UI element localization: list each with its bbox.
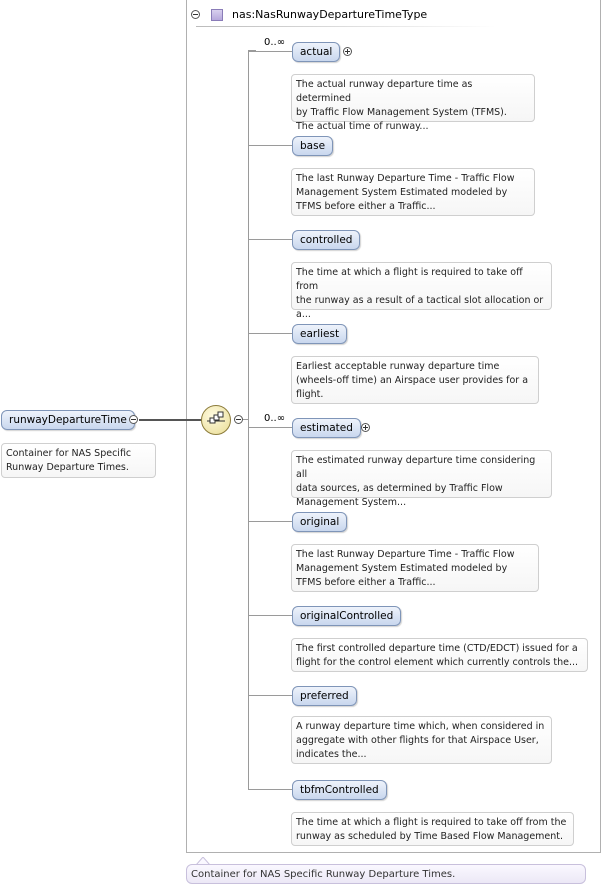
element-connector bbox=[248, 427, 292, 428]
root-note-line-2: Runway Departure Times. bbox=[6, 462, 129, 473]
documentation-line: The last Runway Departure Time - Traffic Flow bbox=[296, 173, 515, 184]
documentation-line: runway as scheduled by Time Based Flow Management. bbox=[296, 831, 564, 842]
element-label: earliest bbox=[300, 328, 340, 340]
documentation-line: The actual time of runway... bbox=[296, 121, 429, 132]
documentation-line: the runway as a result of a tactical slot allocation or bbox=[296, 295, 544, 306]
documentation-line: indicates the... bbox=[296, 749, 367, 760]
element-connector bbox=[248, 695, 292, 696]
documentation-original bbox=[291, 544, 539, 592]
element-tbfmControlled[interactable] bbox=[292, 780, 387, 800]
documentation-line: a... bbox=[296, 309, 311, 320]
documentation-line: data sources, as determined by Traffic Flow bbox=[296, 483, 503, 494]
element-actual[interactable] bbox=[292, 42, 340, 62]
element-label: preferred bbox=[300, 690, 349, 702]
documentation-controlled bbox=[291, 262, 552, 320]
documentation-line: The estimated runway departure time considering all bbox=[296, 455, 536, 480]
documentation-line: by Traffic Flow Management System (TFMS). bbox=[296, 107, 507, 118]
element-label: actual bbox=[300, 46, 333, 58]
documentation-base bbox=[291, 168, 535, 216]
header-divider bbox=[196, 26, 496, 27]
element-preferred[interactable] bbox=[292, 686, 357, 706]
sequence-compositor-icon[interactable] bbox=[201, 405, 231, 435]
documentation-line: The first controlled departure time (CTD/EDCT) issued for a bbox=[296, 643, 578, 654]
element-connector bbox=[248, 615, 292, 616]
collapse-type-icon[interactable] bbox=[191, 10, 200, 19]
root-element-label: runwayDepartureTime bbox=[9, 414, 127, 426]
documentation-line: Earliest acceptable runway departure time bbox=[296, 361, 500, 372]
documentation-actual bbox=[291, 74, 535, 132]
documentation-line: A runway departure time which, when considered in bbox=[296, 721, 545, 732]
documentation-originalControlled bbox=[291, 638, 588, 672]
documentation-preferred bbox=[291, 716, 552, 764]
root-connector bbox=[139, 419, 202, 421]
documentation-tbfmControlled bbox=[291, 812, 574, 846]
documentation-line: TFMS before either a Traffic... bbox=[296, 201, 436, 212]
documentation-line: (wheels-off time) an Airspace user provides for a bbox=[296, 375, 529, 386]
documentation-line: aggregate with other flights for that Airspace User, bbox=[296, 735, 539, 746]
multiplicity-label: 0..∞ bbox=[264, 37, 286, 48]
type-title: nas:NasRunwayDepartureTimeType bbox=[232, 8, 428, 21]
collapse-root-icon[interactable] bbox=[129, 415, 138, 424]
documentation-line: The last Runway Departure Time - Traffic Flow bbox=[296, 549, 515, 560]
documentation-estimated bbox=[291, 450, 552, 508]
documentation-line: The actual runway departure time as determined bbox=[296, 79, 473, 104]
element-original[interactable] bbox=[292, 512, 347, 532]
element-connector bbox=[248, 239, 292, 240]
element-label: original bbox=[300, 516, 340, 528]
sequence-spine bbox=[248, 50, 249, 790]
documentation-line: Management System... bbox=[296, 497, 407, 508]
element-connector bbox=[248, 333, 292, 334]
element-label: controlled bbox=[300, 234, 353, 246]
documentation-line: The time at which a flight is required to take off from the bbox=[296, 817, 567, 828]
element-label: originalControlled bbox=[300, 610, 394, 622]
documentation-line: flight. bbox=[296, 389, 324, 400]
element-label: estimated bbox=[300, 422, 353, 434]
documentation-line: TFMS before either a Traffic... bbox=[296, 577, 436, 588]
element-connector bbox=[248, 789, 292, 790]
element-estimated[interactable] bbox=[292, 418, 361, 438]
documentation-line: Management System Estimated modeled by bbox=[296, 187, 508, 198]
element-label: base bbox=[300, 140, 326, 152]
element-earliest[interactable] bbox=[292, 324, 347, 344]
type-documentation: Container for NAS Specific Runway Departure Times. bbox=[186, 864, 586, 884]
element-base[interactable] bbox=[292, 136, 333, 156]
multiplicity-label: 0..∞ bbox=[264, 413, 286, 424]
complex-type-icon bbox=[211, 9, 223, 21]
element-label: tbfmControlled bbox=[300, 784, 379, 796]
element-controlled[interactable] bbox=[292, 230, 360, 250]
element-connector bbox=[248, 51, 292, 52]
collapse-sequence-icon[interactable] bbox=[234, 415, 243, 424]
element-originalControlled[interactable] bbox=[292, 606, 401, 626]
root-element-runwayDepartureTime[interactable] bbox=[1, 410, 135, 430]
element-connector bbox=[248, 145, 292, 146]
documentation-line: Management System Estimated modeled by bbox=[296, 563, 508, 574]
root-note-line-1: Container for NAS Specific bbox=[6, 448, 132, 459]
documentation-line: The time at which a flight is required to take off from bbox=[296, 267, 523, 292]
element-connector bbox=[248, 521, 292, 522]
root-documentation bbox=[1, 443, 156, 478]
expand-icon[interactable] bbox=[361, 423, 370, 432]
expand-icon[interactable] bbox=[343, 47, 352, 56]
documentation-line: flight for the control element which currently controls the... bbox=[296, 657, 579, 668]
documentation-earliest bbox=[291, 356, 539, 404]
